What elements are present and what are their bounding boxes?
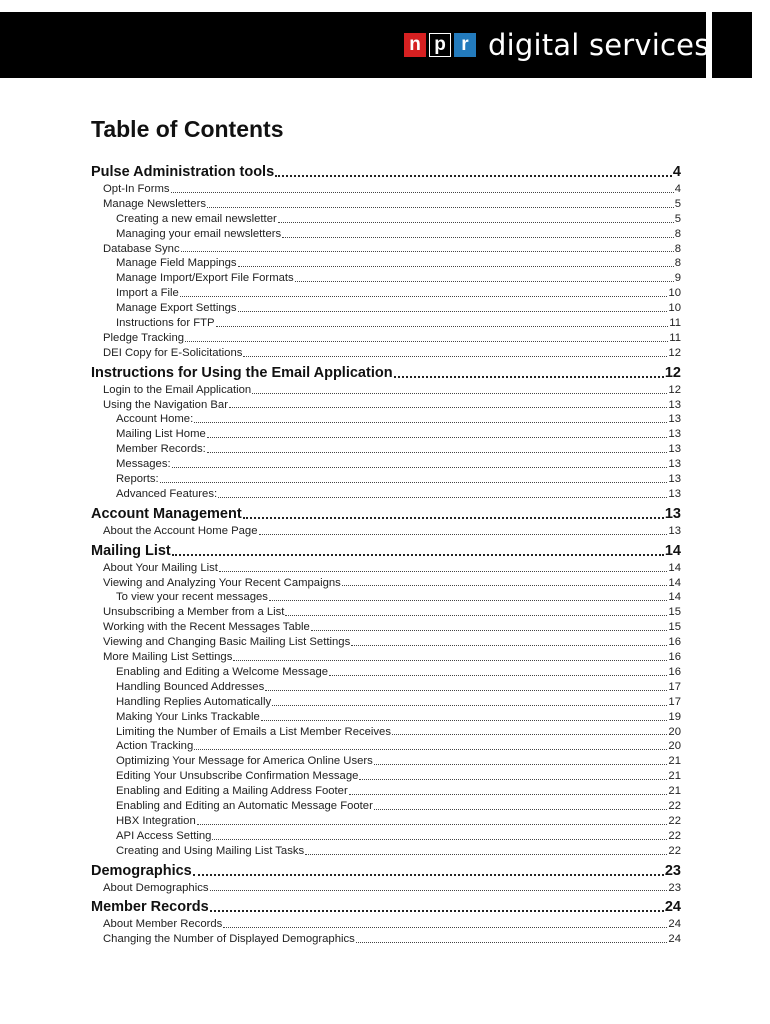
toc-entry-title: Pulse Administration tools [91,164,275,180]
toc-entry[interactable] [91,650,681,665]
toc-entry-title: Enabling and Editing an Automatic Message Footer [116,799,373,812]
dot-leader [216,326,669,327]
logo-text: digital services [488,28,710,62]
toc-entry-page-number: 16 [668,636,681,649]
dot-leader [194,422,667,423]
toc-entry-title: Demographics [91,862,192,879]
toc-entry-page-number: 8 [674,257,681,270]
toc-entry[interactable] [91,620,681,635]
dot-leader [233,660,667,661]
toc-entry-title: Manage Export Settings [116,302,237,315]
toc-entry-page-number: 11 [669,331,681,344]
toc-entry[interactable] [91,412,681,427]
dot-leader [305,854,667,855]
toc-entry-title: Working with the Recent Messages Table [103,621,310,634]
toc-entry[interactable] [91,524,681,539]
dot-leader [285,615,667,616]
dot-leader [252,393,667,394]
dot-leader [282,237,674,238]
toc-entry[interactable] [91,361,681,383]
dot-leader [238,311,668,312]
dot-leader [243,356,667,357]
toc-entry-title: Instructions for Using the Email Application [91,364,393,381]
toc-entry-page-number: 12 [668,346,681,359]
toc-entry[interactable] [91,398,681,413]
dot-leader [259,534,668,535]
toc-entry[interactable] [91,383,681,398]
toc-entry-title: Handling Bounced Addresses [116,680,265,693]
toc-entry[interactable] [91,895,681,917]
dot-leader [197,824,668,825]
toc-entry-page-number: 20 [668,725,681,738]
dot-leader [171,192,674,193]
toc-entry-page-number: 13 [668,398,681,411]
toc-entry-title: Advanced Features: [116,487,218,500]
toc-entry-title: Manage Import/Export File Formats [116,272,294,285]
dot-leader [172,467,668,468]
dot-leader [272,705,667,706]
toc-entry-page-number: 21 [668,755,681,768]
toc-entry[interactable] [91,316,681,331]
toc-entry[interactable] [91,605,681,620]
toc-entry-title: Instructions for FTP [116,317,215,330]
toc-entry-title: Import a File [116,287,179,300]
toc-entry[interactable] [91,457,681,472]
toc-entry[interactable] [91,829,681,844]
toc-entry[interactable] [91,227,681,242]
toc-entry-title: Creating and Using Mailing List Tasks [116,844,305,857]
toc-entry-title: Enabling and Editing a Mailing Address Footer [116,785,348,798]
dot-leader [243,517,664,519]
toc-entry-page-number: 12 [668,383,681,396]
dot-leader [374,764,668,765]
dot-leader [218,497,667,498]
toc-entry-title: Editing Your Unsubscribe Confirmation Message [116,770,359,783]
toc-entry-page-number: 24 [664,899,681,916]
toc-entry-title: Managing your email newsletters [116,227,282,240]
toc-entry[interactable] [91,932,681,947]
toc-entry[interactable] [91,160,681,182]
dot-leader [185,341,668,342]
dot-leader [207,452,668,453]
toc-entry-page-number: 21 [668,785,681,798]
dot-leader [374,809,668,810]
toc-entry-title: Reports: [116,473,159,486]
toc-entry-title: About the Account Home Page [103,524,258,537]
dot-leader [210,890,668,891]
toc-entry-title: Making Your Links Trackable [116,710,260,723]
toc-entry-title: API Access Setting [116,829,212,842]
toc-entry-page-number: 12 [664,364,681,381]
dot-leader [295,281,674,282]
toc-entry-title: Login to the Email Application [103,383,252,396]
toc-entry-title: To view your recent messages [116,591,268,604]
toc-entry[interactable] [91,197,681,212]
toc-entry-page-number: 19 [668,710,681,723]
dot-leader [356,942,668,943]
toc-entry-page-number: 14 [668,576,681,589]
toc-entry[interactable] [91,917,681,932]
toc-entry-title: Handling Replies Automatically [116,695,272,708]
dot-leader [275,175,672,177]
toc-entry-title: Optimizing Your Message for America Online Users [116,755,373,768]
toc-entry-title: About Your Mailing List [103,561,218,574]
dot-leader [329,675,667,676]
toc-entry-page-number: 13 [668,524,681,537]
toc-entry-title: Action Tracking [116,740,194,753]
page-title: Table of Contents [91,116,284,142]
toc-entry-title: About Member Records [103,918,223,931]
toc-entry-page-number: 14 [668,561,681,574]
dot-leader [207,207,674,208]
dot-leader [351,645,667,646]
npr-digital-services-logo [404,30,710,60]
dot-leader [219,571,667,572]
toc-entry[interactable] [91,576,681,591]
logo-letter-r: r [454,33,476,57]
toc-entry[interactable] [91,844,681,859]
dot-leader [359,779,667,780]
table-of-contents [91,160,681,947]
toc-entry-page-number: 23 [668,881,681,894]
toc-entry-page-number: 13 [668,473,681,486]
toc-entry[interactable] [91,539,681,561]
toc-entry[interactable] [91,242,681,257]
toc-entry-title: Database Sync [103,242,180,255]
dot-leader [261,720,668,721]
toc-entry-title: Pledge Tracking [103,331,185,344]
dot-leader [269,600,667,601]
dot-leader [210,910,664,912]
dot-leader [223,927,667,928]
toc-entry-page-number: 22 [668,844,681,857]
toc-entry[interactable] [91,487,681,502]
toc-entry-page-number: 15 [668,606,681,619]
dot-leader [181,251,674,252]
toc-entry-title: HBX Integration [116,814,196,827]
toc-entry-title: Mailing List [91,542,171,559]
toc-entry-page-number: 22 [668,829,681,842]
toc-entry[interactable] [91,212,681,227]
dot-leader [265,690,667,691]
toc-entry-title: Changing the Number of Displayed Demographics [103,933,355,946]
dot-leader [180,296,668,297]
toc-entry-title: Viewing and Changing Basic Mailing List Settings [103,636,351,649]
toc-entry-page-number: 24 [668,918,681,931]
toc-entry-page-number: 17 [668,680,681,693]
toc-entry-title: About Demographics [103,881,209,894]
toc-entry[interactable] [91,286,681,301]
toc-entry-page-number: 17 [668,695,681,708]
toc-entry-page-number: 5 [674,212,681,225]
toc-entry[interactable] [91,859,681,881]
dot-leader [238,266,674,267]
toc-entry-page-number: 13 [668,428,681,441]
toc-entry-page-number: 22 [668,814,681,827]
toc-entry-page-number: 14 [664,542,681,559]
dot-leader [311,630,668,631]
toc-entry-page-number: 5 [674,197,681,210]
dot-leader [229,407,667,408]
dot-leader [160,482,668,483]
toc-entry-title: Member Records: [116,443,206,456]
toc-entry-title: DEI Copy for E-Solicitations [103,346,243,359]
toc-entry-page-number: 13 [668,487,681,500]
toc-entry[interactable] [91,256,681,271]
toc-entry-page-number: 11 [669,317,681,330]
toc-entry-page-number: 10 [668,287,681,300]
toc-entry[interactable] [91,301,681,316]
toc-entry[interactable] [91,271,681,286]
header-banner-tab [712,12,752,78]
toc-entry-page-number: 9 [674,272,681,285]
toc-entry[interactable] [91,635,681,650]
toc-entry-page-number: 23 [664,862,681,879]
toc-entry-title: Account Management [91,505,242,522]
toc-entry-title: More Mailing List Settings [103,651,233,664]
logo-letter-n: n [404,33,426,57]
toc-entry-title: Using the Navigation Bar [103,398,228,411]
dot-leader [172,554,664,556]
toc-entry-title: Mailing List Home [116,428,206,441]
dot-leader [207,437,668,438]
toc-entry-page-number: 8 [674,242,681,255]
toc-entry-title: Manage Newsletters [103,197,206,210]
dot-leader [394,376,664,378]
dot-leader [342,585,668,586]
toc-entry[interactable] [91,710,681,725]
logo-letter-p: p [429,33,451,57]
dot-leader [194,749,667,750]
toc-entry-title: Manage Field Mappings [116,257,237,270]
toc-entry[interactable] [91,182,681,197]
toc-entry-page-number: 4 [674,183,681,195]
toc-entry-title: Enabling and Editing a Welcome Message [116,665,329,678]
toc-entry[interactable] [91,680,681,695]
toc-entry[interactable] [91,695,681,710]
toc-entry[interactable] [91,754,681,769]
toc-entry[interactable] [91,739,681,754]
toc-entry[interactable] [91,331,681,346]
dot-leader [349,794,668,795]
toc-entry[interactable] [91,561,681,576]
toc-entry[interactable] [91,769,681,784]
toc-entry[interactable] [91,590,681,605]
toc-entry-page-number: 21 [668,770,681,783]
dot-leader [193,874,664,876]
toc-entry-page-number: 13 [668,443,681,456]
toc-entry-title: Opt-In Forms [103,183,170,195]
toc-entry[interactable] [91,502,681,524]
toc-entry[interactable] [91,725,681,740]
dot-leader [392,734,667,735]
toc-entry-page-number: 8 [674,227,681,240]
dot-leader [212,839,667,840]
toc-entry-page-number: 24 [668,933,681,946]
toc-entry-title: Viewing and Analyzing Your Recent Campaigns [103,576,341,589]
toc-entry-title: Member Records [91,899,209,916]
toc-entry-page-number: 15 [668,621,681,634]
toc-entry-title: Account Home: [116,413,194,426]
toc-entry-title: Messages: [116,458,171,471]
toc-entry[interactable] [91,427,681,442]
toc-entry-page-number: 20 [668,740,681,753]
toc-entry[interactable] [91,814,681,829]
toc-entry[interactable] [91,881,681,896]
toc-entry-title: Creating a new email newsletter [116,212,277,225]
toc-entry-page-number: 4 [672,164,681,180]
toc-entry-page-number: 13 [664,505,681,522]
toc-entry-page-number: 16 [668,665,681,678]
toc-entry-page-number: 22 [668,799,681,812]
toc-entry[interactable] [91,665,681,680]
toc-entry-page-number: 10 [668,302,681,315]
toc-entry[interactable] [91,346,681,361]
toc-entry[interactable] [91,799,681,814]
toc-entry[interactable] [91,472,681,487]
toc-entry-page-number: 13 [668,413,681,426]
toc-entry-title: Unsubscribing a Member from a List [103,606,285,619]
toc-entry[interactable] [91,784,681,799]
toc-entry-page-number: 13 [668,458,681,471]
toc-entry-title: Limiting the Number of Emails a List Member Receives [116,725,391,738]
toc-entry-page-number: 14 [668,591,681,604]
dot-leader [278,222,674,223]
toc-entry-page-number: 16 [668,651,681,664]
toc-entry[interactable] [91,442,681,457]
